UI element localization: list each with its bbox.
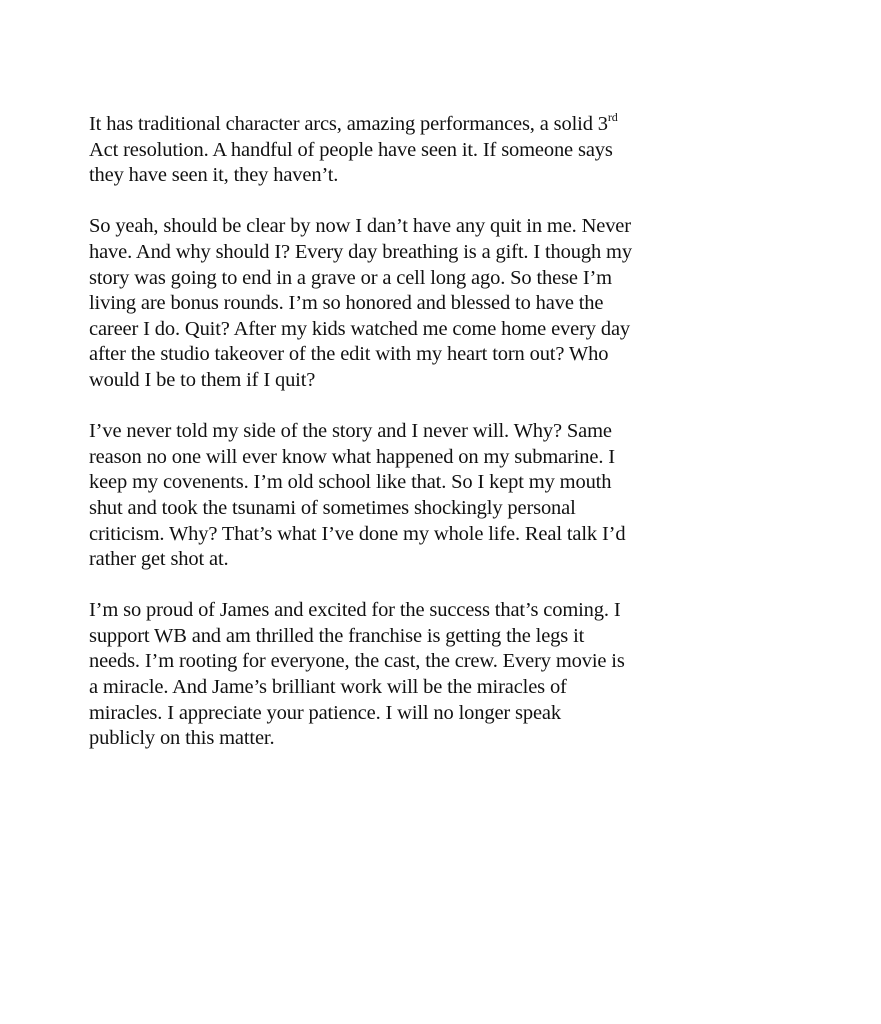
statement-body [89, 112, 849, 777]
text-line: publicly on this matter. [89, 727, 275, 750]
paragraph-3 [89, 419, 849, 573]
text-line: keep my covenents. I’m old school like that. So I kept my mouth [89, 471, 612, 494]
text-line: living are bonus rounds. I’m so honored and blessed to have the [89, 292, 604, 315]
text-line: miracles. I appreciate your patience. I will no longer speak [89, 701, 561, 724]
text-line: have. And why should I? Every day breathing is a gift. I though my [89, 240, 632, 263]
text-line: So yeah, should be clear by now I dan’t have any quit in me. Never [89, 215, 631, 238]
text-line: after the studio takeover of the edit with my heart torn out? Who [89, 343, 609, 366]
text-line: needs. I’m rooting for everyone, the cast, the crew. Every movie is [89, 650, 625, 673]
text-line: criticism. Why? That’s what I’ve done my whole life. Real talk I’d [89, 522, 626, 545]
paragraph-1 [89, 112, 849, 189]
text-line: story was going to end in a grave or a cell long ago. So these I’m [89, 266, 612, 289]
text-line: I’ve never told my side of the story and I never will. Why? Same [89, 420, 612, 443]
text-line: they have seen it, they haven’t. [89, 164, 339, 187]
text-line: shut and took the tsunami of sometimes shockingly personal [89, 496, 576, 519]
paragraph-2 [89, 214, 849, 393]
text-line [89, 112, 849, 138]
text-line: support WB and am thrilled the franchise is getting the legs it [89, 624, 585, 647]
text-line: would I be to them if I quit? [89, 368, 316, 391]
text-line: rather get shot at. [89, 548, 229, 571]
text-line: I’m so proud of James and excited for the success that’s coming. I [89, 599, 621, 622]
text-line: Act resolution. A handful of people have seen it. If someone says [89, 138, 613, 161]
text-line: reason no one will ever know what happened on my submarine. I [89, 445, 615, 468]
paragraph-4 [89, 598, 849, 752]
text-line: a miracle. And Jame’s brilliant work will be the miracles of [89, 676, 567, 699]
ordinal-superscript: rd [607, 110, 618, 125]
text-line-content: It has traditional character arcs, amazing performances, a solid 3 [89, 113, 608, 135]
text-line: career I do. Quit? After my kids watched me come home every day [89, 317, 630, 340]
